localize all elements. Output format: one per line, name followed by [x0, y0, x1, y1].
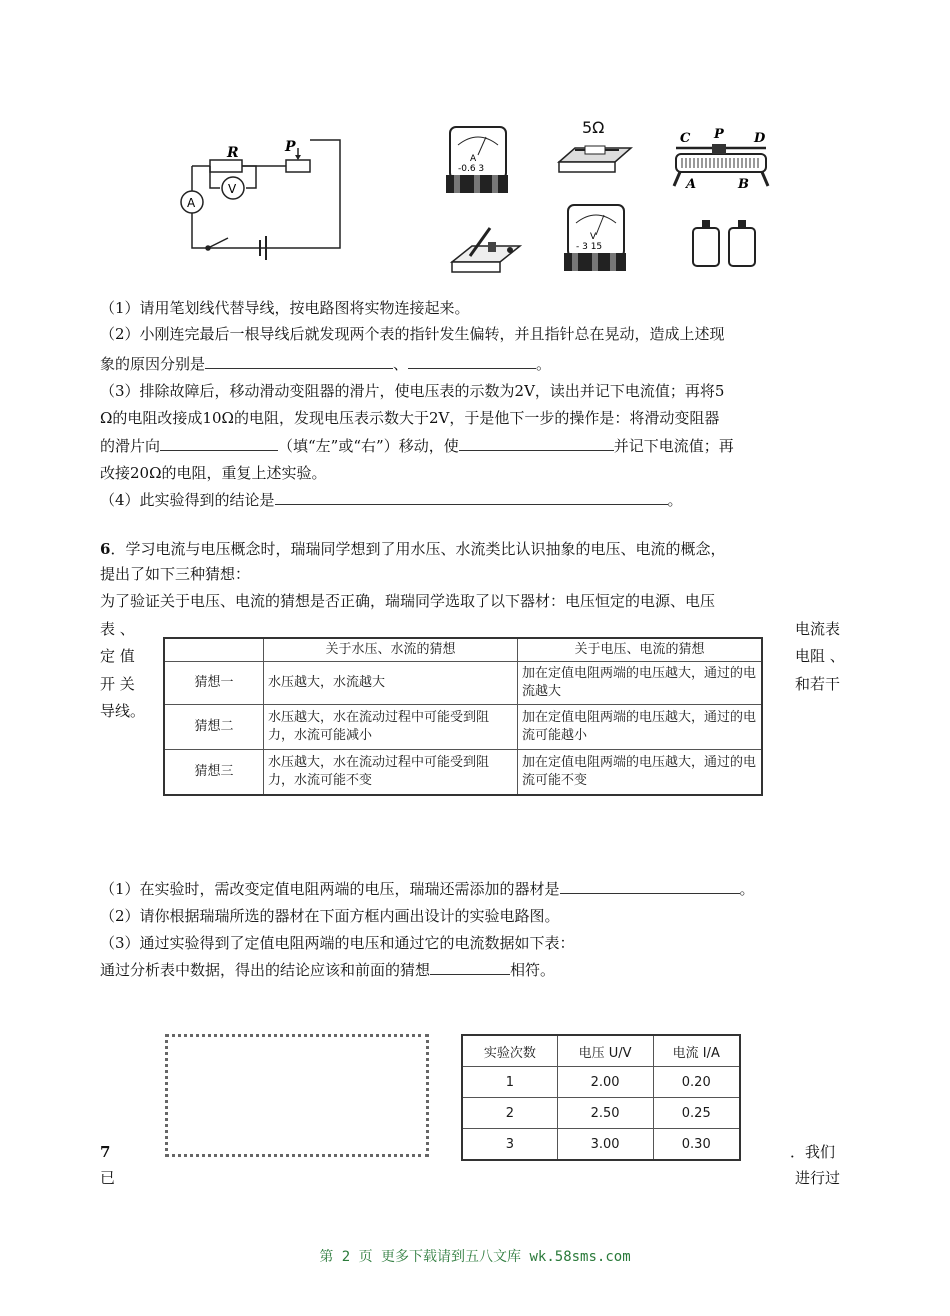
label-r: R: [227, 145, 239, 161]
electric-hypothesis: 加在定值电阻两端的电压越大，通过的电流可能不变: [518, 750, 763, 796]
q5-line-1: （1）请用笔划线代替导线，按电路图将实物连接起来。: [100, 299, 470, 317]
label-a: A: [187, 196, 196, 210]
q5-line-5: Ω的电阻改接成10Ω的电阻，发现电压表示数大于2V，于是他下一步的操作是：将滑动变阻器: [100, 409, 720, 427]
circuit-diagram: [170, 130, 355, 260]
row-label: 猜想三: [164, 750, 264, 796]
resistor-photo: [555, 138, 635, 183]
q6-sub-1: （1）在实验时，需改变定值电阻两端的电压，瑞瑞还需添加的器材是 。: [100, 880, 755, 898]
q6-wrap-right-2: 电阻 、: [795, 647, 845, 665]
q5-line-4: （3）排除故障后，移动滑动变阻器的滑片，使电压表的示数为2V，读出并记下电流值；再将5: [100, 382, 725, 400]
svg-text:P: P: [714, 128, 724, 142]
q7-right-2: 进行过: [795, 1169, 841, 1187]
table-cell: 2.00: [557, 1067, 653, 1098]
svg-text:D: D: [754, 131, 766, 146]
row-label: 猜想二: [164, 705, 264, 750]
label-p: P: [285, 139, 296, 155]
q6-wrap-left-4: 导线。: [100, 702, 146, 720]
q6-sub-2: （2）请你根据瑞瑞所选的器材在下面方框内画出设计的实验电路图。: [100, 907, 560, 925]
q5-line-2: （2）小刚连完最后一根导线后就发现两个表的指针发生偏转，并且指针总在晃动，造成上述现: [100, 325, 725, 343]
electric-hypothesis: 加在定值电阻两端的电压越大，通过的电流越大: [518, 662, 763, 705]
q6-line-2: 提出了如下三种猜想：: [100, 565, 251, 583]
answer-blank-cause-2[interactable]: [408, 353, 536, 369]
q6-wrap-left-2: 定 值: [100, 647, 135, 665]
switch-photo: [448, 222, 523, 277]
table-cell: 1: [462, 1067, 557, 1098]
q6-sub-3: （3）通过实验得到了定值电阻两端的电压和通过它的电流数据如下表：: [100, 934, 575, 952]
q5-line-3: 象的原因分别是 、 。: [100, 355, 552, 373]
table-header-cell: 实验次数: [462, 1035, 557, 1067]
svg-text:-0.6 3: -0.6 3: [458, 164, 485, 174]
ammeter-photo: [440, 125, 520, 197]
page-footer: 第 2 页 更多下载请到五八文库 wk.58sms.com: [319, 1249, 631, 1265]
svg-text:B: B: [738, 177, 749, 190]
table-header-cell: 电流 I/A: [653, 1035, 740, 1067]
answer-blank-action[interactable]: [459, 435, 614, 451]
q6-wrap-left-1: 表 、: [100, 620, 135, 638]
q6-line-3: 为了验证关于电压、电流的猜想是否正确，瑞瑞同学选取了以下器材：电压恒定的电源、电压: [100, 592, 716, 610]
row-label: 猜想一: [164, 662, 264, 705]
table-header-cell: 关于电压、电流的猜想: [518, 638, 763, 662]
voltmeter-photo: [560, 203, 640, 275]
table-cell: 2.50: [557, 1098, 653, 1129]
q6-wrap-right-1: 电流表: [795, 620, 841, 638]
table-cell: 3.00: [557, 1129, 653, 1161]
table-row: [164, 705, 762, 750]
q6-number: 6: [100, 540, 111, 558]
q5-line-6: 的滑片向 （填“左”或“右”）移动，使 并记下电流值；再: [100, 437, 734, 455]
table-cell: 0.30: [653, 1129, 740, 1161]
resistor-r: [210, 160, 242, 172]
table-row: [462, 1129, 740, 1161]
answer-blank-equipment[interactable]: [560, 878, 740, 894]
circuit-drawing-box[interactable]: [165, 1034, 429, 1157]
q7-left-2: 已: [100, 1169, 116, 1187]
svg-text:A: A: [686, 177, 697, 190]
table-row: [164, 662, 762, 705]
q5-line-8: （4）此实验得到的结论是 。: [100, 491, 683, 509]
q6-wrap-left-3: 开 关: [100, 675, 135, 693]
q7-number: 7: [100, 1143, 111, 1161]
rheostat-photo: [668, 128, 773, 190]
table-header-cell: [164, 638, 264, 662]
table-header-cell: 关于水压、水流的猜想: [264, 638, 518, 662]
battery-photo: [685, 218, 765, 270]
water-hypothesis: 水压越大，水在流动过程中可能受到阻力，水流可能不变: [264, 750, 518, 796]
hypothesis-table: [163, 637, 763, 796]
table-cell: 2: [462, 1098, 557, 1129]
table-header-row: [164, 638, 762, 662]
table-row: [462, 1098, 740, 1129]
table-row: [462, 1067, 740, 1098]
resistor-label: 5Ω: [582, 118, 605, 137]
label-v: V: [228, 182, 237, 196]
svg-text:A: A: [470, 154, 477, 164]
table-header-row: [462, 1035, 740, 1067]
svg-text:- 3 15: - 3 15: [576, 242, 603, 252]
data-table: [461, 1034, 741, 1161]
water-hypothesis: 水压越大，水在流动过程中可能受到阻力，水流可能减小: [264, 705, 518, 750]
answer-blank-direction[interactable]: [160, 435, 278, 451]
electric-hypothesis: 加在定值电阻两端的电压越大，通过的电流可能越小: [518, 705, 763, 750]
table-header-cell: 电压 U/V: [557, 1035, 653, 1067]
table-cell: 0.25: [653, 1098, 740, 1129]
q6-sub-4: 通过分析表中数据，得出的结论应该和前面的猜想 相符。: [100, 961, 556, 979]
q6-line-1: 6．学习电流与电压概念时，瑞瑞同学想到了用水压、水流类比认识抽象的电压、电流的概念，: [100, 540, 726, 558]
table-cell: 3: [462, 1129, 557, 1161]
table-cell: 0.20: [653, 1067, 740, 1098]
q7-right-1: ．我们: [790, 1143, 836, 1161]
q6-wrap-right-3: 和若干: [795, 675, 841, 693]
answer-blank-hypothesis[interactable]: [430, 959, 510, 975]
water-hypothesis: 水压越大，水流越大: [264, 662, 518, 705]
svg-text:V: V: [590, 232, 597, 242]
svg-text:C: C: [680, 131, 691, 146]
answer-blank-conclusion[interactable]: [275, 489, 668, 505]
answer-blank-cause-1[interactable]: [205, 353, 393, 369]
q5-line-7: 改接20Ω的电阻，重复上述实验。: [100, 464, 327, 482]
table-row: [164, 750, 762, 796]
